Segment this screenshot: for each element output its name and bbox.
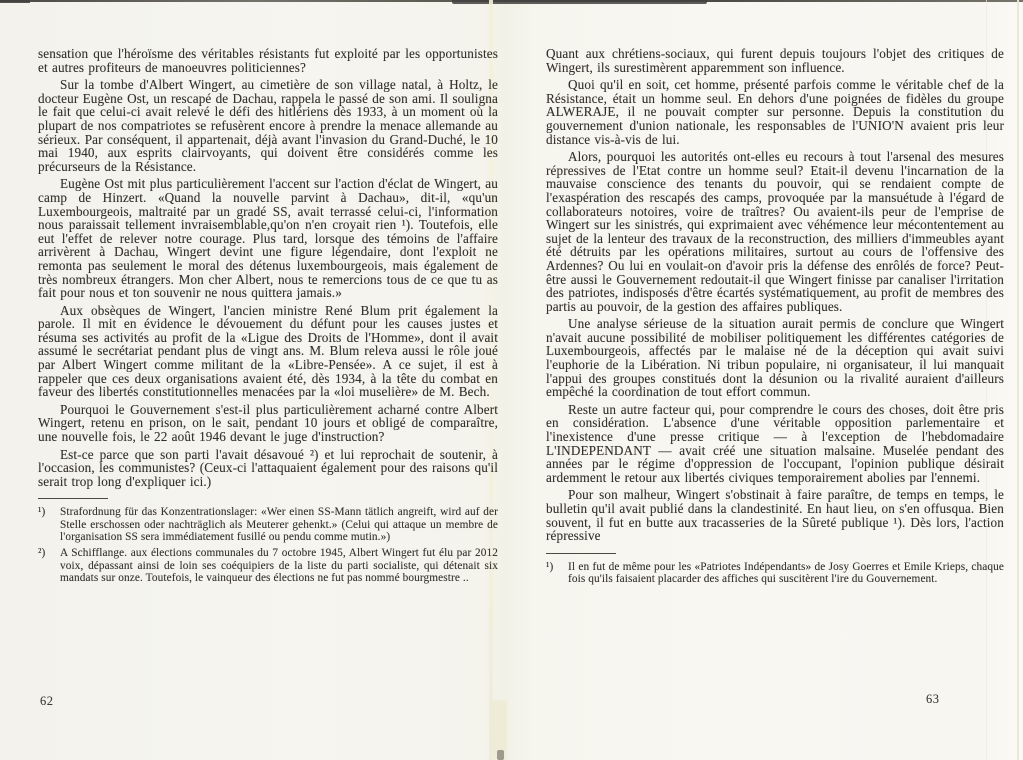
- page-number-right: 63: [926, 692, 940, 706]
- footnote-marker: ¹): [546, 560, 554, 573]
- paragraph: Quoi qu'il en soit, cet homme, présenté parfois comme le véritable chef de la Résistance, était un homme seul. En dehors d'une poignées de fidèles du groupe ALWERAJE, il ne pouvait compter sur personne. Depuis la constitution du gouvernement d'union nationale, les responsables de l'UNIO'N avaient pris leur distance vis-à-vis de lui.: [546, 77, 1004, 147]
- footnote: [38, 547, 498, 584]
- footnote: [546, 561, 1004, 586]
- paragraph: Est-ce parce que son parti l'avait désavoué ²) et lui reprochait de soutenir, à l'occasion, les communistes? (Ceux-ci l'attaquaient également pour des raisons qu'il serait trop long d'expliquer ici.): [38, 446, 498, 489]
- right-page: [546, 47, 1004, 585]
- footnote-text: Il en fut de même pour les «Patriotes Indépendants» de Josy Goerres et Emile Krieps, chaque fois qu'ils faisaient placarder des affiches qui suscitèrent l'ire du Gouvernement.: [568, 560, 1004, 586]
- footnote-divider: [546, 553, 616, 554]
- footnote-divider: [38, 498, 108, 499]
- paragraph: Aux obsèques de Wingert, l'ancien ministre René Blum prit également la parole. Il mit en évidence le dévouement du défunt pour les causes justes et résuma ses activités au profit de la «Ligue des Droits de l'Homme», dont il avait assumé le secrétariat pendant plus de vingt ans. M. Blum releva aussi le rôle joué par Albert Wingert comme militant de la «Libre-Pensée». A ce sujet, il est à rappeler que ces deux organisations avaient été, dès 1934, à la tête du combat en faveur des libertés constitutionnelles menacées par la «loi muselière» de M. Bech.: [38, 302, 498, 400]
- footnote-text: Strafordnung für das Konzentrationslager: «Wer einen SS-Mann tätlich angreift, wird auf der Stelle erschossen oder nachträglich als Meuterer gehenkt.» (Celui qui attaque un membre de l'organisation SS sera immédiatement fusillé ou pendu comme mutin.»): [60, 506, 498, 543]
- paragraph: sensation que l'héroïsme des véritables résistants fut exploité par les opportunistes et autres profiteurs de manoeuvres politiciennes?: [38, 46, 498, 75]
- paragraph: Quant aux chrétiens-sociaux, qui furent depuis toujours l'objet des critiques de Wingert, ils surestimèrent apparemment son influence.: [546, 46, 1004, 75]
- paragraph: Reste un autre facteur qui, pour comprendre le cours des choses, doit être pris en considération. L'absence d'une véritable opposition parlementaire et l'inexistence d'une presse critique — à l'exception de l'hebdomadaire L'INDEPENDANT — avait créé une situation malsaine. Muselée pendant des années par le régime d'oppression de l'occupant, l'opinion publique désirait ardemment le retour aux libertés civiques temporairement abolies par l'ennemi.: [546, 401, 1004, 485]
- footnote-marker: ²): [38, 547, 46, 560]
- page-edge-line: [1017, 0, 1019, 760]
- paragraph: Pourquoi le Gouvernement s'est-il plus particulièrement acharné contre Albert Wingert, retenu en prison, on le sait, pendant 10 jours et obligé de comparaître, une nouvelle fois, le 22 août 1946 devant le juge d'instruction?: [38, 401, 498, 445]
- left-page: [38, 47, 498, 584]
- footnote-marker: ¹): [38, 506, 46, 519]
- footnote-text: A Schifflange. aux élections communales du 7 octobre 1945, Albert Wingert fut élu par 2012 voix, dépassant ainsi de loin ses coéquipiers de la liste du parti socialiste, qui détenait six mandats sur onze. Toutefois, le vainqueur des élections ne fut pas nommé bourgmestre ..: [60, 547, 498, 584]
- paragraph: Eugène Ost mit plus particulièrement l'accent sur l'action d'éclat de Wingert, au camp de Hinzert. «Quand la nouvelle parvint à Dachau», dit-il, «qu'un Luxembourgeois, maltraité par un gradé SS, avait terrassé celui-ci, l'information nous paraissait tellement invraisemblable,qu'on n'en croyait rien ¹). Toutefois, elle eut l'effet de relever notre courage. Plus tard, lorsque des témoins de l'affaire arrivèrent à Dachau, Wingert devint une figure légendaire, dont l'exploit ne remonta pas seulement le moral des détenus luxembourgeois, mais également de très nombreux étrangers. Mon cher Albert, nous te remercions tous de ce que tu as fait pour nous et ton souvenir ne nous quittera jamais.»: [38, 176, 498, 301]
- paragraph: Alors, pourquoi les autorités ont-elles eu recours à tout l'arsenal des mesures répressives de l'Etat contre un homme seul? Etait-il devenu l'incarnation de la mauvaise conscience des tenants du pouvoir, qui se rendaient compte de l'exaspération des rescapés des camps, provoquée par la mansuétude à l'égard de collaborateurs notoires, voire de traîtres? Ou avaient-ils peur de l'emprise de Wingert sur les sinistrés, qui exprimaient avec véhémence leur mécontentement au sujet de la lenteur des travaux de la reconstruction, des milliers d'immeubles ayant été détruits par les opérations militaires, surtout au cours de l'offensive des Ardennes? Ou lui en voulait-on d'avoir pris la défense des enrôlés de force? Peut-être aussi le Gouvernement redoutait-il que Wingert finisse par canaliser l'irritation des patriotes, indisposés d'être écartés systématiquement, au profit de membres des partis au pouvoir, de la gestion des affaires publiques.: [546, 149, 1004, 314]
- scan-corner-mark: [0, 0, 30, 3]
- paragraph: Pour son malheur, Wingert s'obstinait à faire paraître, de temps en temps, le bulletin qu'il avait publié dans la clandestinité. En haut lieu, on s'en offusqua. Bien souvent, il fut en butte aux tracasseries de la Sûreté publique ¹). Dès lors, l'action répressive: [546, 487, 1004, 544]
- footnote: [38, 506, 498, 543]
- page-number-left: 62: [40, 694, 54, 708]
- scan-gutter-mark: [497, 750, 504, 760]
- paragraph: Sur la tombe d'Albert Wingert, au cimetière de son village natal, à Holtz, le docteur Eugène Ost, un rescapé de Dachau, rappela le passé de son ami. Il souligna le fait que celui-ci avait relevé le défi des hitlériens dès 1933, à un moment où la plupart de nos compatriotes se refusèrent encore à prendre la menace allemande au sérieux. Par conséquent, il appartenait, déjà avant l'invasion du Grand-Duché, le 10 mai 1940, aux esprits clairvoyants, qui doivent être considérés comme les précurseurs de la Résistance.: [38, 77, 498, 174]
- paragraph: Une analyse sérieuse de la situation aurait permis de conclure que Wingert n'avait aucune possibilité de mobiliser politiquement les différentes catégories de Luxembourgeois, affectés par le malaise né de la déception qui avait suivi l'euphorie de la Libération. Ni tribun populaire, ni organisateur, il lui manquait l'appui des groupes constitués dont la désunion ou la rivalité auraient d'ailleurs empêché la coordination de tout effort commun.: [546, 316, 1004, 400]
